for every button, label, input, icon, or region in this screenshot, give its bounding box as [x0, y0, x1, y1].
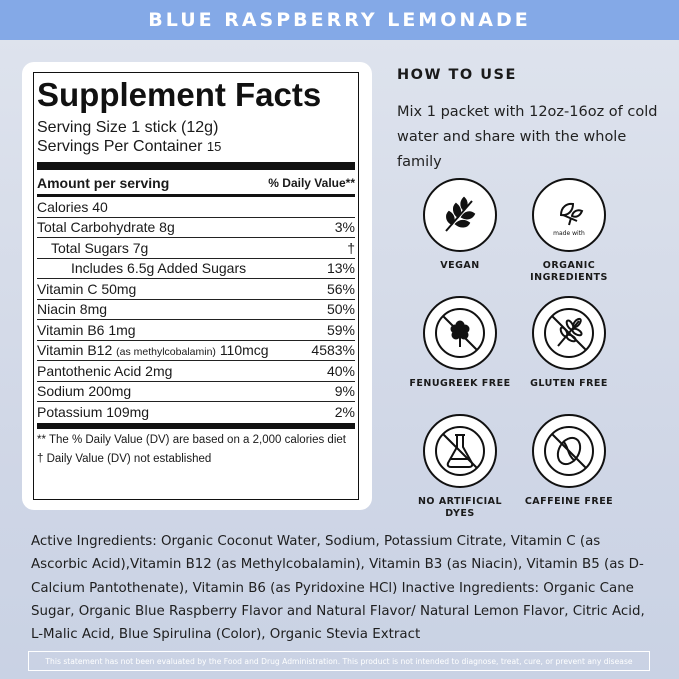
servings-value: 15	[206, 139, 222, 154]
badge-label: ORGANIC INGREDIENTS	[530, 260, 608, 283]
product-title: BLUE RASPBERRY LEMONADE	[148, 9, 531, 31]
coffee-bean-icon	[532, 414, 606, 488]
badge-no-artificial-dyes	[405, 414, 515, 520]
badge-label: GLUTEN FREE	[530, 378, 608, 389]
amount-header	[37, 172, 355, 194]
nutrient-dv: 13%	[326, 260, 355, 277]
badge-organic	[514, 178, 624, 284]
daily-value-header: % Daily Value**	[268, 176, 355, 190]
facts-row	[37, 279, 355, 300]
facts-row	[37, 238, 355, 259]
footnote-dv: ** The % Daily Value (DV) are based on a 2,000 calories diet	[37, 433, 346, 446]
nutrient-label: Total Carbohydrate 8g	[37, 219, 175, 236]
facts-title: Supplement Facts	[37, 76, 322, 113]
facts-row	[37, 402, 355, 423]
thick-divider	[37, 162, 355, 170]
nutrient-label: Pantothenic Acid 2mg	[37, 362, 173, 379]
title-banner	[0, 0, 679, 40]
badge-caffeine-free	[514, 414, 624, 508]
servings-label: Servings Per Container	[37, 138, 203, 155]
facts-row	[37, 300, 355, 321]
nutrient-dv: 40%	[326, 362, 355, 379]
nutrient-label	[37, 342, 269, 358]
disclaimer-text: This statement has not been evaluated by the Food and Drug Administration. This product is not intended to diagnose, treat, cure, or prevent any disease	[45, 656, 633, 666]
facts-row	[37, 361, 355, 382]
facts-row	[37, 197, 355, 218]
nutrient-dv: 59%	[326, 321, 355, 338]
badge-fenugreek-free	[405, 296, 515, 390]
nutrient-label: Potassium 109mg	[37, 404, 150, 421]
nutrient-dv: 9%	[334, 383, 355, 400]
nutrient-label: Calories 40	[37, 198, 108, 215]
supplement-facts-card	[22, 62, 372, 510]
nutrient-dv: 3%	[334, 219, 355, 236]
badge-vegan	[405, 178, 515, 272]
nutrient-dv: 4583%	[311, 342, 355, 359]
facts-row	[37, 382, 355, 403]
bottom-divider	[37, 423, 355, 429]
fenugreek-icon	[423, 296, 497, 370]
how-to-use-text: Mix 1 packet with 12oz-16oz of cold water and share with the whole family	[397, 104, 658, 170]
serving-size: Serving Size 1 stick (12g)	[37, 119, 219, 136]
organic-leaf-icon	[532, 178, 606, 252]
facts-row	[37, 341, 355, 362]
badge-label: FENUGREEK FREE	[409, 378, 511, 389]
badge-label: CAFFEINE FREE	[524, 496, 614, 507]
nutrient-label-main: Vitamin B12	[37, 342, 113, 359]
nutrient-dv: †	[347, 239, 355, 256]
flask-icon	[423, 414, 497, 488]
footnote-dagger: † Daily Value (DV) not established	[37, 452, 212, 465]
nutrient-dv: 56%	[326, 280, 355, 297]
nutrient-label: Includes 6.5g Added Sugars	[71, 260, 247, 277]
nutrient-dv: 50%	[326, 301, 355, 318]
facts-row	[37, 259, 355, 280]
how-to-use-title: HOW TO USE	[397, 67, 517, 83]
nutrient-label: Vitamin B6 1mg	[37, 321, 136, 338]
nutrient-label: Niacin 8mg	[37, 301, 108, 318]
badge-gluten-free	[514, 296, 624, 390]
servings-per-container	[37, 137, 355, 156]
supplement-facts-panel	[33, 72, 359, 500]
wheat-icon	[532, 296, 606, 370]
nutrient-label: Total Sugars 7g	[51, 239, 149, 256]
fda-disclaimer	[28, 651, 650, 671]
nutrient-dv: 2%	[334, 404, 355, 421]
nutrient-label: Sodium 200mg	[37, 383, 132, 400]
badge-label: VEGAN	[440, 260, 480, 271]
badge-label: NO ARTIFICIAL DYES	[417, 496, 503, 519]
facts-row	[37, 320, 355, 341]
nutrient-label: Vitamin C 50mg	[37, 280, 137, 297]
nutrient-label-amount: 110mcg	[219, 342, 269, 359]
ingredients-text: Active Ingredients: Organic Coconut Water, Sodium, Potassium Citrate, Vitamin C (as Ascorbic Acid),Vitamin B12 (as Methylcobalamin), Vitamin B3 (as Niacin), Vitamin B5 (as D-Calcium Pantothenate), Vitamin B6 (as Pyridoxine HCl) Inactive Ingredients: Organic Cane Sugar, Organic Blue Raspberry Flavor and Natural Flavor/ Natural Lemon Flavor, Citric Acid, L-Malic Acid, Blue Spirulina (Color), Organic Stevia Extract	[31, 534, 645, 643]
facts-row	[37, 218, 355, 239]
amount-per-serving: Amount per serving	[37, 175, 170, 191]
organic-inner-text: made with	[553, 230, 585, 237]
nutrient-label-note: (as methylcobalamin)	[116, 346, 216, 359]
vegan-leaf-icon	[423, 178, 497, 252]
